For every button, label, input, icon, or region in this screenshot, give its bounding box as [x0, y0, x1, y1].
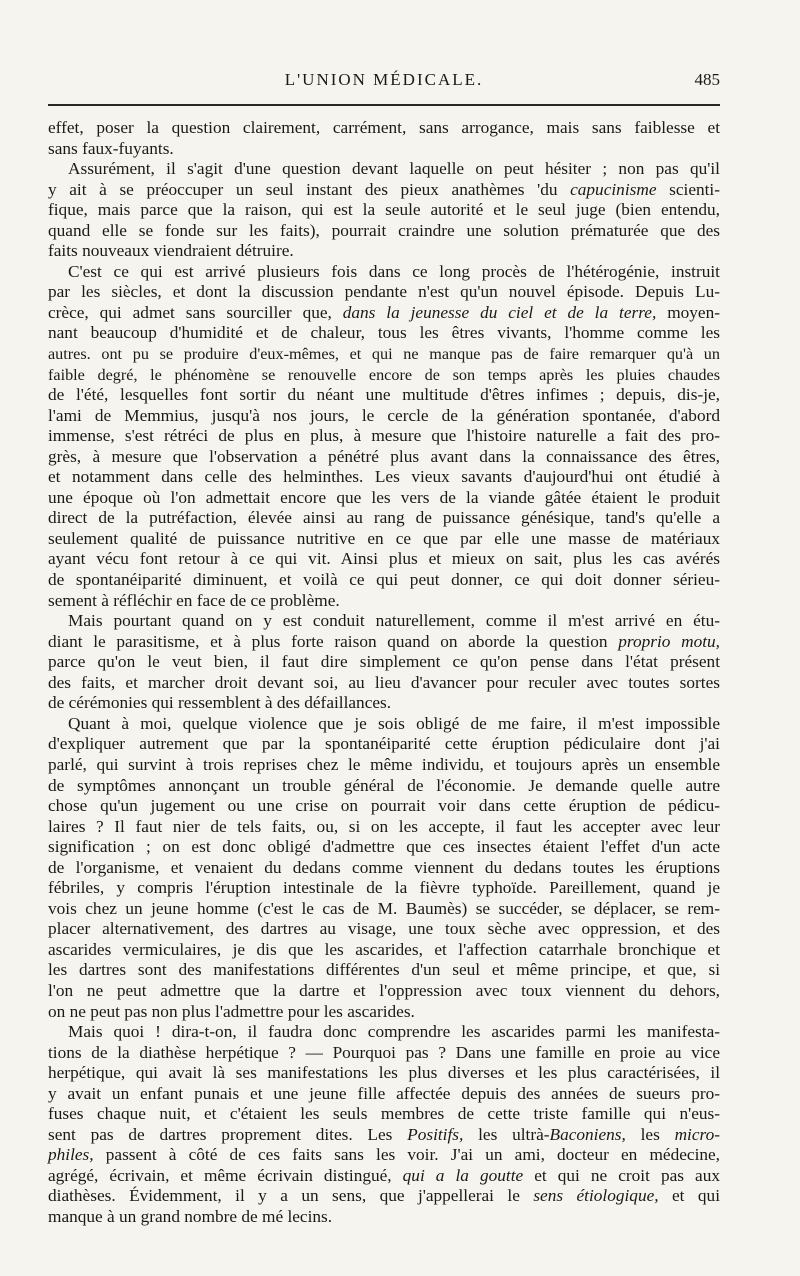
italic-term: Baconiens, [549, 1124, 626, 1144]
text-line [48, 385, 720, 406]
text-span: chose qu'un jugement ou une crise on pourrait voir dans cette éruption de pédicu- [48, 796, 720, 816]
text-line [48, 960, 720, 981]
text-span: de spontanéiparité diminuent, et voilà ce qui peut donner, ce qui doit donner sérieu- [48, 570, 720, 590]
text-span: des faits, et marcher droit devant soi, au lieu d'avancer pour reculer avec toutes sortes [48, 672, 720, 692]
text-span: y avait un enfant punais et une jeune fille affectée depuis des années de sueurs pro- [48, 1083, 720, 1103]
text-line [48, 632, 720, 653]
italic-phrase: qui a la goutte [402, 1165, 524, 1185]
text-line [48, 693, 720, 714]
text-line [48, 323, 720, 344]
text-span: d'expliquer autrement que par la spontanéiparité cette éruption pédiculaire dont j'ai [48, 734, 720, 754]
text-line [48, 262, 720, 283]
text-span: autres. ont pu se produire d'eux-mêmes, et qui ne manque pas de faire remarquer qu'à un [48, 345, 720, 364]
text-span: ascarides vermiculaires, je dis que les ascarides, et l'affection catarrhale bronchique et [48, 939, 720, 959]
text-line [48, 591, 720, 612]
text-line [48, 118, 720, 139]
italic-term: capucinisme [570, 179, 657, 199]
text-line [48, 365, 720, 386]
text-span: sans faux-fuyants. [48, 138, 174, 158]
text-line [48, 1022, 720, 1043]
italic-phrase: dans la jeunesse du ciel et de la terre, [342, 302, 657, 322]
paragraph [48, 159, 720, 262]
text-span: ayant vécu font retour à ce qui vit. Ainsi plus et mieux on sait, plus les cas avérés [48, 549, 720, 569]
text-line [48, 611, 720, 632]
text-line [48, 426, 720, 447]
italic-phrase: proprio motu, [618, 631, 720, 651]
text-span: y ait à se préoccuper un seul instant des pieux anathèmes 'du [48, 179, 571, 199]
text-line [48, 570, 720, 591]
text-span: moyen- [667, 302, 720, 322]
text-span: direct de la putréfaction, élevée ainsi au rang de puissance génésique, tand's qu'elle a [48, 508, 720, 528]
text-line [48, 344, 720, 365]
text-span: fique, mais parce que la raison, qui est la seule autorité et le seul juge (bien entendu, [48, 200, 720, 220]
page-number: 485 [694, 70, 720, 89]
text-line [48, 180, 720, 201]
text-line [48, 919, 720, 940]
text-span: tions de la diathèse herpétique ? — Pourquoi pas ? Dans une famille en proie au vice [48, 1042, 720, 1062]
text-span: manque à un grand nombre de mé lecins. [48, 1206, 333, 1226]
text-span: Assurément, il s'agit d'une question devant laquelle on peut hésiter ; non pas qu'il [68, 159, 720, 179]
text-line [48, 282, 720, 303]
text-span: seulement qualité de puissance nutritive en ce que par elle une masse de matériaux [48, 528, 720, 548]
text-span: signification ; on est donc obligé d'admettre que ces insectes étaient l'effet d'un acte [48, 837, 720, 857]
text-span: Quant à moi, quelque violence que je sois obligé de me faire, il m'est impossible [68, 713, 720, 733]
text-span: faits nouveaux viendraient détruire. [48, 241, 294, 261]
text-span: scienti- [669, 179, 720, 199]
text-line [48, 1002, 720, 1023]
text-span: et notamment dans celle des helminthes. Les vieux savants d'aujourd'hui ont étudié à [48, 467, 720, 487]
text-span: diathèses. Évidemment, il y a un sens, que j'appellerai le [48, 1186, 534, 1206]
text-line [48, 139, 720, 160]
text-line [48, 755, 720, 776]
text-span: diant le parasitisme, et à plus forte raison quand on aborde la question [48, 631, 619, 651]
text-span: et qui [658, 1186, 720, 1206]
text-span: agrégé, écrivain, et même écrivain distingué, [48, 1165, 403, 1185]
text-span: de l'été, lesquelles font sortir du néant une multitude d'êtres infimes ; depuis, dis-je, [48, 385, 720, 405]
text-line [48, 221, 720, 242]
text-line [48, 981, 720, 1002]
italic-phrase: sens étiologique, [533, 1186, 659, 1206]
text-span: laires ? Il faut nier de tels faits, ou, si on les accepte, il faut les accepter avec leur [48, 816, 720, 836]
paragraph [48, 262, 720, 611]
text-line [48, 899, 720, 920]
text-line [48, 488, 720, 509]
text-line [48, 714, 720, 735]
text-line [48, 508, 720, 529]
text-span: immense, s'est rétréci de plus en plus, à mesure que l'histoire naturelle a fait des pro- [48, 426, 720, 446]
body-text [48, 118, 720, 1228]
text-span: les ultrà- [463, 1124, 550, 1144]
text-line [48, 796, 720, 817]
text-span: C'est ce qui est arrivé plusieurs fois dans ce long procès de l'hétérogénie, instruit [68, 261, 720, 281]
text-span: sent pas de dartres proprement dites. Les [48, 1124, 408, 1144]
text-span: placer alternativement, des dartres au visage, une toux sèche avec oppression, et des [48, 919, 720, 939]
paragraph [48, 714, 720, 1022]
text-line [48, 1043, 720, 1064]
running-header [48, 70, 720, 94]
text-span: et qui ne croit pas aux [523, 1165, 720, 1185]
journal-title: L'UNION MÉDICALE. [284, 70, 484, 89]
text-line [48, 940, 720, 961]
text-line [48, 1125, 720, 1146]
paragraph [48, 611, 720, 714]
text-span: Mais quoi ! dira-t-on, il faudra donc comprendre les ascarides parmi les manifesta- [68, 1022, 720, 1042]
header-rule [48, 104, 720, 106]
text-line [48, 1186, 720, 1207]
italic-term: micro- [674, 1124, 721, 1144]
text-span: passent à côté de ces faits sans les voir. J'ai un ami, docteur en médecine, [93, 1145, 720, 1165]
text-span: on ne peut pas non plus l'admettre pour les ascarides. [48, 1001, 415, 1021]
text-span: effet, poser la question clairement, carrément, sans arrogance, mais sans faiblesse et [48, 118, 720, 137]
text-line [48, 776, 720, 797]
text-line [48, 241, 720, 262]
text-span: de symptômes annonçant un trouble général de l'économie. Je demande quelle autre [48, 775, 720, 795]
text-span: Mais pourtant quand on y est conduit naturellement, comme il m'est arrivé en étu- [68, 611, 720, 631]
text-line [48, 817, 720, 838]
text-span: fébriles, y compris l'éruption intestinale de la fièvre typhoïde. Pareillement, quand je [48, 878, 720, 898]
text-line [48, 837, 720, 858]
text-line [48, 200, 720, 221]
text-line [48, 447, 720, 468]
text-span: l'ami de Memmius, jusqu'à nos jours, le cercle de la génération spontanée, d'abord [48, 405, 720, 425]
text-line [48, 1104, 720, 1125]
text-span: l'on ne peut admettre que la dartre et l'oppression avec toux viennent du dehors, [48, 980, 720, 1000]
text-line [48, 652, 720, 673]
italic-term: Positifs, [407, 1124, 464, 1144]
text-line [48, 303, 720, 324]
text-line [48, 1063, 720, 1084]
text-line [48, 1207, 720, 1228]
text-line [48, 1084, 720, 1105]
text-span: sement à réfléchir en face de ce problème. [48, 590, 340, 610]
text-line [48, 406, 720, 427]
paragraph [48, 1022, 720, 1227]
text-span: vois chez un jeune homme (c'est le cas de M. Baumès) se succéder, se déplacer, se rem- [48, 898, 720, 918]
text-line [48, 549, 720, 570]
text-span: parlé, qui survint à trois reprises chez le même individu, et toujours après un ensemble [48, 754, 720, 774]
text-span: quand elle se fonde sur les faits), pourrait craindre une solution prématurée que des [48, 220, 720, 240]
italic-term: philes, [48, 1145, 94, 1165]
text-line [48, 159, 720, 180]
text-line [48, 529, 720, 550]
text-line [48, 878, 720, 899]
paragraph [48, 118, 720, 159]
text-span: une époque où l'on admettait encore que les vers de la viande gâtée étaient le produit [48, 487, 720, 507]
text-span: crèce, qui admet sans sourciller que, [48, 302, 343, 322]
text-span: par les siècles, et dont la discussion pendante n'est qu'un nouvel épisode. Depuis Lu- [48, 282, 720, 302]
text-span: parce qu'on le veut bien, il faut dire simplement ce qu'on pense dans l'état présent [48, 652, 720, 672]
text-line [48, 467, 720, 488]
text-line [48, 858, 720, 879]
text-span: nant beaucoup d'humidité et de chaleur, tous les êtres vivants, l'homme comme les [48, 323, 720, 343]
text-span: grès, à mesure que l'observation a pénétré plus avant dans la connaissance des êtres, [48, 446, 720, 466]
text-span: les [625, 1124, 675, 1144]
text-span: de cérémonies qui ressemblent à des défaillances. [48, 693, 392, 713]
text-line [48, 1166, 720, 1187]
text-line [48, 734, 720, 755]
text-span: de l'organisme, et venaient du dedans comme viennent du dedans toutes les éruptions [48, 857, 720, 877]
text-span: herpétique, qui avait là ses manifestations les plus diverses et les plus caractérisées, il [48, 1063, 720, 1083]
text-span: fuses chaque nuit, et c'étaient les seuls membres de cette triste famille qui n'eus- [48, 1104, 720, 1124]
text-span: les dartres sont des manifestations différentes d'un seul et même principe, et que, si [48, 960, 720, 980]
text-span: faible degré, le phénomène se renouvelle encore de son temps après les pluies chaudes [48, 365, 720, 384]
text-line [48, 673, 720, 694]
text-line [48, 1145, 720, 1166]
